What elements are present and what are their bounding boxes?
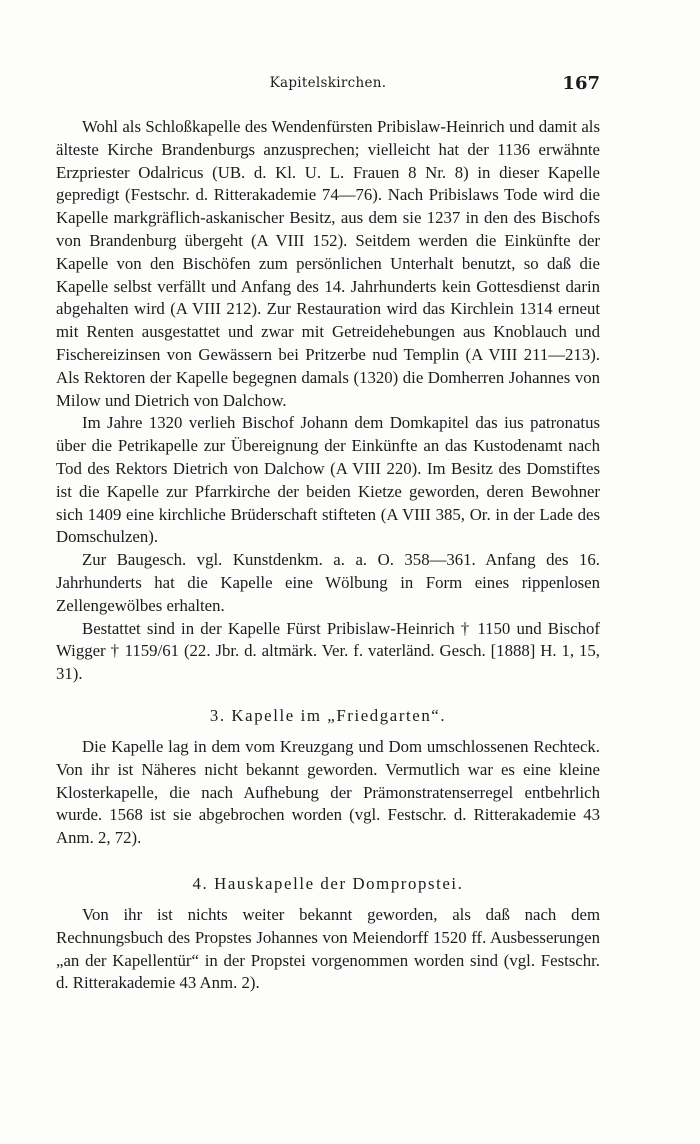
spacer	[56, 726, 600, 736]
paragraph-bestattet: Bestattet sind in der Kapelle Fürst Pribislaw-Heinrich † 1150 und Bischof Wigger † 1159/61 (22. Jbr. d. altmärk. Ver. f. vaterländ. Gesch. [1888] H. 1, 15, 31).	[56, 618, 600, 684]
spacer	[56, 686, 600, 706]
spacer	[56, 894, 600, 904]
page-number: 167	[562, 73, 600, 94]
section-heading-dompropstei: 4. Hauskapelle der Dompropstei.	[192, 873, 464, 893]
paragraph-friedgarten: Die Kapelle lag in dem vom Kreuzgang und Dom umschlossenen Rechteck. Von ihr ist Näheres nicht bekannt geworden. Vermutlich war es eine kleine Klosterkapelle, die nach Aufhebung der Prämonstratenserregel entbehrlich wurde. 1568 ist sie abgebrochen worden (vgl. Festschr. d. Ritterakademie 43 Anm. 2, 72).	[56, 736, 600, 848]
running-head	[56, 73, 600, 97]
paragraph-schlosskapelle: Wohl als Schloßkapelle des Wendenfürsten Pribislaw-Heinrich und damit als älteste Kirche Brandenburgs anzusprechen; vielleicht hat der 1136 erwähnte Erzpriester Odalricus (UB. d. Kl. U. L. Frauen 8 Nr. 8) in dieser Kapelle gepredigt (Festschr. d. Ritterakademie 74—76). Nach Pribislaws Tode wird die Kapelle markgräflich-askanischer Besitz, aus dem sie 1237 in den des Bischofs von Brandenburg übergeht (A VIII 152). Seitdem werden die Einkünfte der Kapelle von den Bischöfen zum persönlichen Unterhalt benutzt, so daß die Kapelle selbst verfällt und Anfang des 14. Jahrhunderts kein Gottesdienst darin abgehalten wird (A VIII 212). Zur Restauration wird das Kirchlein 1314 erneut mit Renten ausgestattet und zwar mit Getreidehebungen aus Knoblauch und Fischereizinsen von Gewässern bei Pritzerbe nud Templin (A VIII 211—213). Als Rektoren der Kapelle begegnen damals (1320) die Domherren Johannes von Milow und Dietrich von Dalchow.	[56, 117, 600, 410]
spacer	[56, 850, 600, 874]
page-body	[56, 116, 600, 995]
paragraph-dompropstei: Von ihr ist nichts weiter bekannt geworden, als daß nach dem Rechnungsbuch des Propstes Johannes von Meiendorff 1520 ff. Ausbesserungen „an der Kapellentür“ in der Propstei vorgenommen worden sind (vgl. Festschr. d. Ritterakademie 43 Anm. 2).	[56, 904, 600, 993]
section-heading-friedgarten: 3. Kapelle im „Friedgarten“.	[209, 705, 447, 725]
running-title: Kapitelskirchen.	[269, 75, 387, 91]
paragraph-ius-patronatus: Im Jahre 1320 verlieh Bischof Johann dem Domkapitel das ius patronatus über die Petrikapelle zur Übereignung der Einkünfte an das Kustodenamt nach Tod des Rektors Dietrich von Dalchow (A VIII 220). Im Besitz des Domstiftes ist die Kapelle zur Pfarrkirche der beiden Kietze geworden, deren Bewohner sich 1409 eine kirchliche Brüderschaft stifteten (A VIII 385, Or. in der Lade des Domschulzen).	[56, 413, 600, 547]
paragraph-baugeschichte: Zur Baugesch. vgl. Kunstdenkm. a. a. O. 358—361. Anfang des 16. Jahrhunderts hat die Kapelle eine Wölbung in Form eines rippenlosen Zellengewölbes erhalten.	[56, 550, 600, 615]
